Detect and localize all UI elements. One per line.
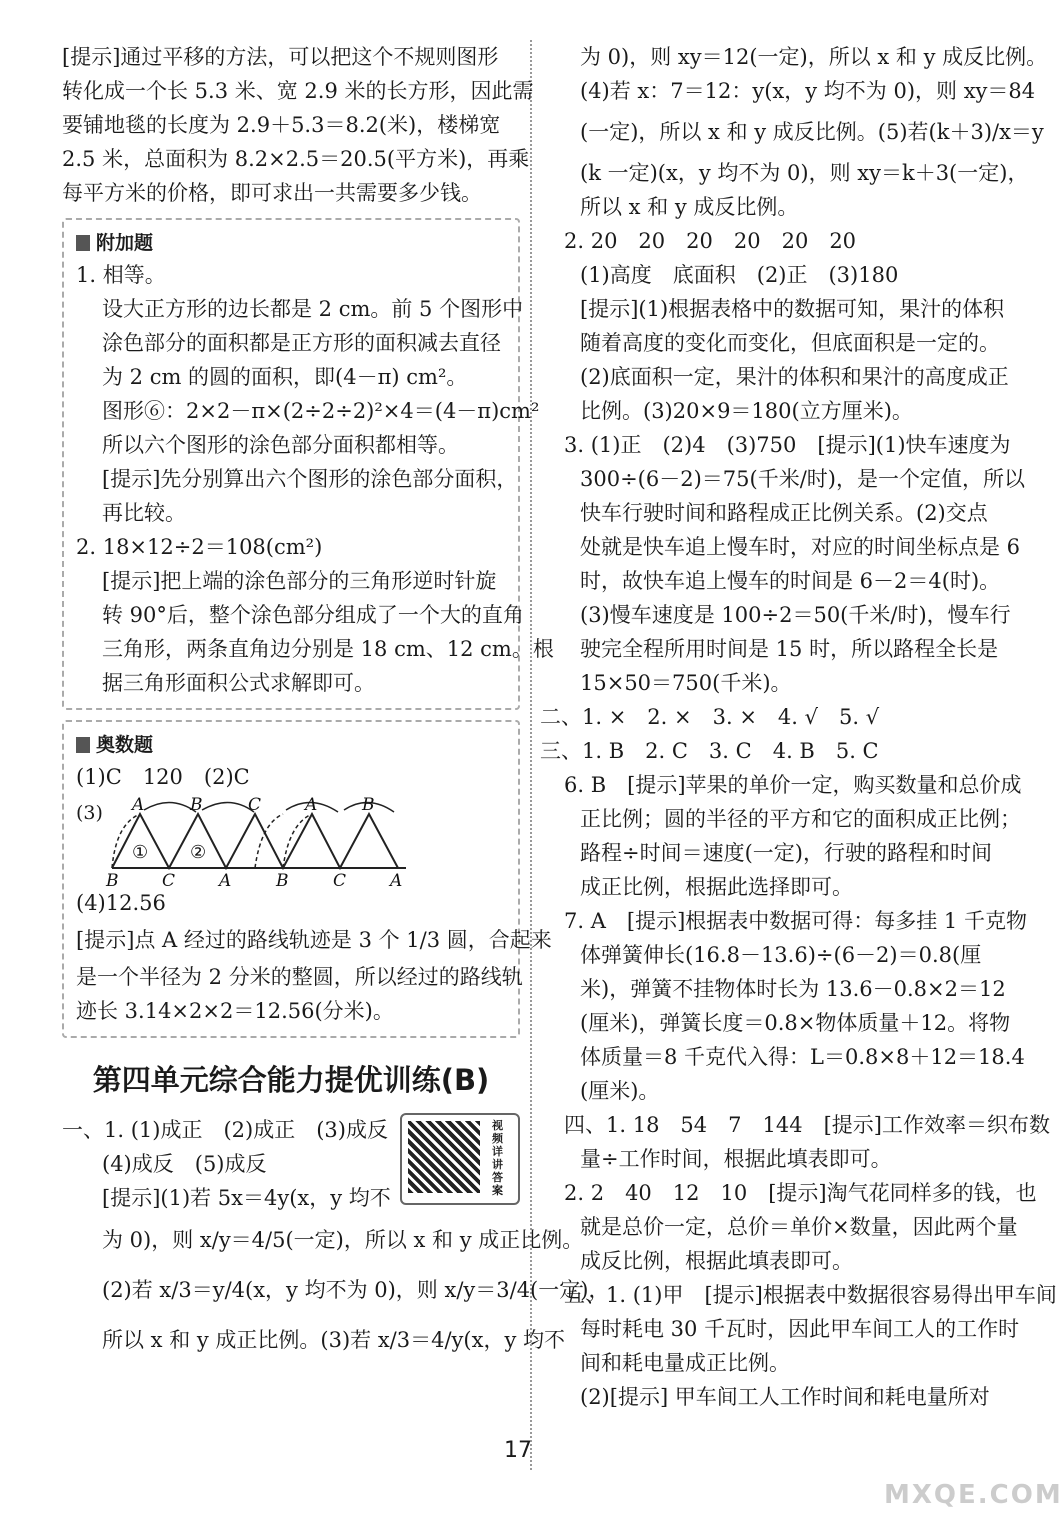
text-line: 7. A [提示]根据表中数据可得：每多挂 1 千克物 [564, 909, 1027, 933]
text-line: [提示]点 A 经过的路线轨迹是 3 个 1/3 圆，合起来 [76, 928, 552, 952]
text-line: (厘米)。 [580, 1079, 660, 1103]
text-line: 转化成一个长 5.3 米、宽 2.9 米的长方形，因此需 [62, 79, 534, 103]
text-line: [提示]把上端的涂色部分的三角形逆时针旋 [102, 569, 497, 593]
text-line: (2)[提示] 甲车间工人工作时间和耗电量所对 [580, 1385, 990, 1409]
triangle-chain [112, 814, 398, 868]
text-line: 为 0)，则 xy＝12(一定)，所以 x 和 y 成反比例。 [580, 45, 1048, 69]
qr-code[interactable] [400, 1113, 520, 1205]
rotation-arrow [144, 802, 196, 812]
question-one [62, 1113, 610, 1365]
text-line: 二、1. × 2. × 3. × 4. √ 5. √ [540, 705, 880, 729]
circle-label: ② [190, 842, 207, 863]
text-line: 每平方米的价格，即可求出一共需要多少钱。 [62, 181, 482, 205]
text-line: 300÷(6－2)＝75(千米/时)，是一个定值，所以 [580, 467, 1025, 491]
text-line: 成正比例，根据此选择即可。 [580, 875, 853, 899]
text-line: 为 2 cm 的圆的面积，即(4－π) cm²。 [102, 365, 468, 389]
right-column [540, 40, 1057, 1414]
qr-caption: 视频详讲答案 [492, 1119, 503, 1197]
text-line: 就是总价一定，总价＝单价×数量，因此两个量 [580, 1215, 1018, 1239]
text-line: 据三角形面积公式求解即可。 [102, 671, 375, 695]
bottom-label: C [333, 871, 347, 891]
extra-problem-title [76, 228, 506, 258]
text-line: (4)若 x：7＝12：y(x，y 均不为 0)，则 xy＝84 [580, 79, 1036, 103]
book-icon [76, 235, 90, 251]
text-line: 路程÷时间＝速度(一定)，行驶的路程和时间 [580, 841, 992, 865]
text-line: [提示]通过平移的方法，可以把这个不规则图形 [62, 45, 499, 69]
text-line: 五、1. (1)甲 [提示]根据表中数据很容易得出甲车间 [564, 1283, 1057, 1307]
text-line: 所以 x 和 y 成反比例。 [580, 195, 799, 219]
text-line: (2)若 x/3＝y/4(x，y 均不为 0)，则 x/y＝3/4(一定)， [102, 1278, 610, 1302]
text-line: 6. B [提示]苹果的单价一定，购买数量和总价成 [564, 773, 1022, 797]
text-line: [提示](1)根据表格中的数据可知，果汁的体积 [580, 297, 1005, 321]
text-line: 三角形，两条直角边分别是 18 cm、12 cm。根 [102, 637, 554, 661]
bottom-label: B [276, 871, 289, 891]
bottom-label: A [390, 871, 403, 891]
hint-intro [62, 40, 534, 210]
text-line: (1)高度 底面积 (2)正 (3)180 [580, 263, 899, 287]
text-line: (1)C 120 (2)C [76, 765, 250, 789]
text-line: 再比较。 [102, 501, 186, 525]
text-line: 体质量＝8 千克代入得：L＝0.8×8＋12＝18.4 [580, 1045, 1025, 1069]
top-label: B [362, 795, 375, 815]
text-line: 转 90°后，整个涂色部分组成了一个大的直角 [102, 603, 524, 627]
text-line: 一、1. (1)成正 (2)成正 (3)成反 [62, 1118, 388, 1142]
text-line: 快车行驶时间和路程成正比例关系。(2)交点 [580, 501, 988, 525]
text-line: 正比例；圆的半径的平方和它的面积成正比例； [580, 807, 1021, 831]
text-line: 量÷工作时间，根据此填表即可。 [580, 1147, 892, 1171]
left-column [62, 40, 610, 1365]
text-line: 随着高度的变化而变化，但底面积是一定的。 [580, 331, 1000, 355]
book-icon [76, 737, 90, 753]
qr-pattern-icon [408, 1121, 480, 1193]
text-line: [提示]先分别算出六个图形的涂色部分面积， [102, 467, 518, 491]
text-line: 成反比例，根据此填表即可。 [580, 1249, 853, 1273]
text-line: 设大正方形的边长都是 2 cm。前 5 个图形中 [102, 297, 524, 321]
text-line: (2)底面积一定，果汁的体积和果汁的高度成正 [580, 365, 1009, 389]
top-label: C [248, 795, 262, 815]
page-number: 17 [504, 1438, 532, 1463]
text-line: 图形⑥：2×2－π×(2÷2÷2)²×4＝(4－π)cm² [102, 399, 540, 423]
text-line: 1. 相等。 [76, 263, 166, 287]
text-line: 3. (1)正 (2)4 (3)750 [提示](1)快车速度为 [564, 433, 1011, 457]
olympiad-title [76, 730, 506, 760]
text-line: (一定)，所以 x 和 y 成反比例。(5)若(k＋3)/x＝y [580, 120, 1044, 144]
text-line: 驶完全程所用时间是 15 时，所以路程全长是 [580, 637, 999, 661]
rotation-arrow [202, 802, 254, 812]
section-title: 第四单元综合能力提优训练(B) [92, 1063, 490, 1097]
text-line: 处就是快车追上慢车时，对应的时间坐标点是 6 [580, 535, 1021, 559]
text-line: 比例。(3)20×9＝180(立方厘米)。 [580, 399, 913, 423]
extra-problem-box [62, 218, 554, 710]
diagram-svg [106, 794, 426, 891]
watermark: MXQE.COM [884, 1480, 1063, 1510]
text-line: 2. 18×12÷2＝108(cm²) [76, 535, 323, 559]
bottom-label: C [162, 871, 176, 891]
diagram-label: (3) [76, 802, 103, 824]
text-line: 2. 20 20 20 20 20 20 [564, 229, 857, 253]
text-line: [提示](1)若 5x＝4y(x，y 均不 [102, 1186, 391, 1210]
top-label: B [190, 795, 203, 815]
olympiad-box [62, 720, 552, 1038]
text-line: 2.5 米，总面积为 8.2×2.5＝20.5(平方米)，再乘 [62, 147, 530, 171]
olympiad-title-text: 奥数题 [96, 734, 154, 756]
text-line: 间和耗电量成正比例。 [580, 1351, 790, 1375]
text-line: (3)慢车速度是 100÷2＝50(千米/时)，慢车行 [580, 603, 1011, 627]
text-line: 迹长 3.14×2×2＝12.56(分米)。 [76, 999, 394, 1023]
text-line: 要铺地毯的长度为 2.9＋5.3＝8.2(米)，楼梯宽 [62, 113, 501, 137]
text-line: 所以 x 和 y 成正比例。(3)若 x/3＝4/y(x，y 均不 [102, 1328, 565, 1352]
text-line: 体弹簧伸长(16.8－13.6)÷(6－2)＝0.8(厘 [580, 943, 982, 967]
text-line: (厘米)，弹簧长度＝0.8×物体质量＋12。将物 [580, 1011, 1011, 1035]
text-line: 四、1. 18 54 7 144 [提示]工作效率＝织布数 [564, 1113, 1050, 1137]
text-line: 15×50＝750(千米)。 [580, 671, 792, 695]
top-label: A [132, 795, 145, 815]
text-line: 所以六个图形的涂色部分面积都相等。 [102, 433, 459, 457]
text-line: 每时耗电 30 千瓦时，因此甲车间工人的工作时 [580, 1317, 1020, 1341]
text-line: (k 一定)(x，y 均不为 0)，则 xy＝k＋3(一定)， [580, 161, 1029, 185]
bottom-label: B [106, 871, 119, 891]
bottom-label: A [219, 871, 232, 891]
text-line: (4)成反 (5)成反 [102, 1152, 267, 1176]
text-line: 米)，弹簧不挂物体时长为 13.6－0.8×2＝12 [580, 977, 1006, 1001]
text-line: 2. 2 40 12 10 [提示]淘气花同样多的钱，也 [564, 1181, 1037, 1205]
text-line: 为 0)，则 x/y＝4/5(一定)，所以 x 和 y 成正比例。 [102, 1228, 584, 1252]
text-line: 时，故快车追上慢车的时间是 6－2＝4(时)。 [580, 569, 1001, 593]
extra-title-text: 附加题 [96, 232, 154, 254]
text-line: 是一个半径为 2 分米的整圆，所以经过的路线轨 [76, 965, 523, 989]
text-line: 涂色部分的面积都是正方形的面积减去直径 [102, 331, 501, 355]
triangle-rolling-diagram [76, 794, 506, 891]
circle-label: ① [132, 842, 149, 863]
text-line: (4)12.56 [76, 891, 166, 915]
top-label: A [305, 795, 318, 815]
text-line: 三、1. B 2. C 3. C 4. B 5. C [540, 739, 879, 763]
